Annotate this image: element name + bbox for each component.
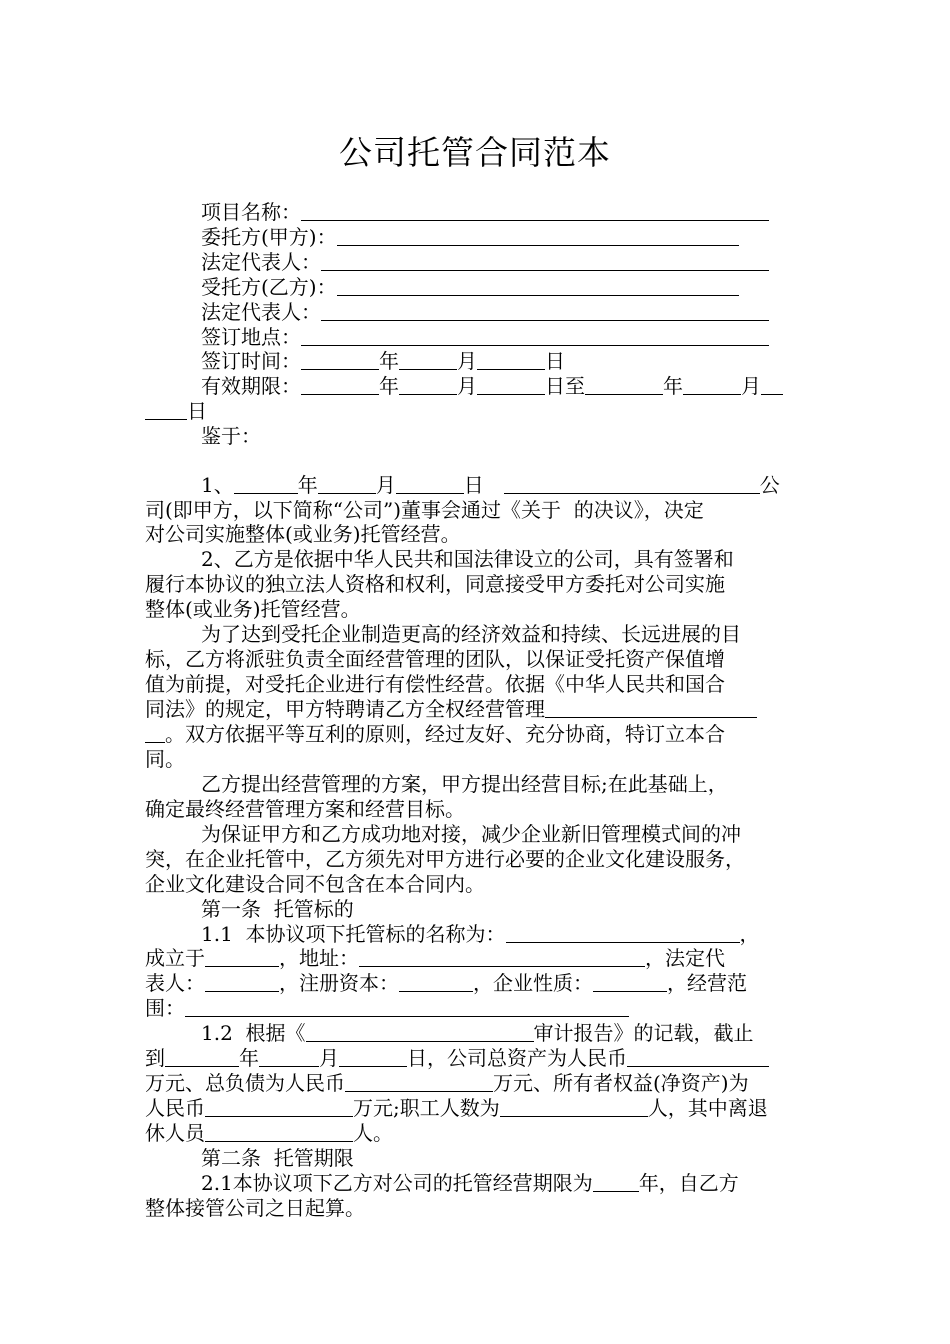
article-2-1-line xyxy=(201,1171,739,1195)
article-1-1-line xyxy=(145,946,725,970)
para-3-line xyxy=(145,722,725,746)
blank-underline xyxy=(185,997,629,1017)
blank-underline xyxy=(321,301,769,321)
clause-1-line: 司(即甲方，以下简称“公司”)董事会通过《关于 的决议》，决定 xyxy=(145,498,704,522)
para-5-line: 为保证甲方和乙方成功地对接，减少企业新旧管理模式间的冲 xyxy=(201,822,741,846)
text-fragment: ， xyxy=(739,922,760,946)
para-3-line: 标，乙方将派驻负责全面经营管理的团队，以保证受托资产保值增 xyxy=(145,647,725,671)
para-4-line: 确定最终经营管理方案和经营目标。 xyxy=(145,797,465,821)
blank-underline xyxy=(339,1047,407,1067)
blank-underline xyxy=(399,375,457,395)
field-party-b xyxy=(201,275,739,299)
blank-underline xyxy=(545,698,757,718)
field-project-name xyxy=(201,200,769,224)
text-fragment: 2.1本协议项下乙方对公司的托管经营期限为 xyxy=(201,1171,593,1195)
text-fragment: 日，公司总资产为人民币 xyxy=(407,1046,627,1070)
blank-underline xyxy=(506,923,740,943)
article-1-2-line xyxy=(145,1121,393,1145)
year-label: 年 xyxy=(379,374,399,398)
text-fragment: ，经营范 xyxy=(667,971,747,995)
blank-underline xyxy=(145,400,187,420)
blank-underline xyxy=(683,375,741,395)
year-label: 年 xyxy=(297,473,318,497)
article-1-2-line xyxy=(201,1021,754,1045)
blank-underline xyxy=(165,1047,239,1067)
blank-underline xyxy=(321,251,769,271)
blank-underline xyxy=(145,723,165,743)
field-label: 受托方(乙方)： xyxy=(201,275,337,299)
blank-underline xyxy=(399,350,457,370)
field-legal-rep-b xyxy=(201,300,769,324)
text-fragment: 同法》的规定，甲方特聘请乙方全权经营管理 xyxy=(145,697,545,721)
blank-underline xyxy=(399,972,473,992)
day-label: 日 xyxy=(187,399,207,423)
clause-2-line: 整体(或业务)托管经营。 xyxy=(145,597,361,621)
blank-underline xyxy=(627,1047,769,1067)
blank-underline xyxy=(337,276,739,296)
blank-underline xyxy=(345,1072,493,1092)
blank-underline xyxy=(500,1097,648,1117)
field-label: 项目名称： xyxy=(201,200,301,224)
text-fragment: 人，其中离退 xyxy=(647,1096,768,1120)
text-fragment: 围： xyxy=(145,996,185,1020)
text-fragment: 月 xyxy=(319,1046,339,1070)
article-1-heading: 第一条 托管标的 xyxy=(201,897,354,921)
article-1-1-line xyxy=(145,996,629,1020)
blank-underline xyxy=(205,1122,353,1142)
month-label: 月 xyxy=(375,473,396,497)
text-fragment: 公 xyxy=(759,473,780,497)
document-title: 公司托管合同范本 xyxy=(339,133,611,172)
article-1-1-line xyxy=(145,971,747,995)
text-fragment: 人。 xyxy=(353,1121,393,1145)
text-fragment: 年 xyxy=(239,1046,259,1070)
blank-underline xyxy=(301,201,769,221)
para-3-line: 同。 xyxy=(145,747,185,771)
blank-underline xyxy=(504,474,760,494)
field-legal-rep-a xyxy=(201,250,769,274)
text-fragment: 成立于 xyxy=(145,946,205,970)
para-3-line xyxy=(145,697,757,721)
day-to-label: 日至 xyxy=(545,374,585,398)
article-2-heading: 第二条 托管期限 xyxy=(201,1146,354,1170)
month-label: 月 xyxy=(741,374,761,398)
blank-underline xyxy=(259,1047,319,1067)
month-label: 月 xyxy=(457,374,477,398)
blank-underline xyxy=(593,1172,639,1192)
para-5-line: 企业文化建设合同不包含在本合同内。 xyxy=(145,872,485,896)
text-fragment: ，地址： xyxy=(279,946,359,970)
field-label: 签订时间： xyxy=(201,349,301,373)
text-fragment: 年，自乙方 xyxy=(638,1171,739,1195)
clause-2-line: 履行本协议的独立法人资格和权利，同意接受甲方委托对公司实施 xyxy=(145,572,725,596)
blank-underline xyxy=(234,474,298,494)
text-fragment: 表人： xyxy=(145,971,205,995)
month-label: 月 xyxy=(457,349,477,373)
text-fragment: ，法定代 xyxy=(645,946,725,970)
text-fragment: 审计报告》的记载，截止 xyxy=(533,1021,754,1045)
article-2-1-line: 整体接管公司之日起算。 xyxy=(145,1196,365,1220)
field-valid-period-cont xyxy=(145,399,207,423)
clause-1-line: 对公司实施整体(或业务)托管经营。 xyxy=(145,522,461,546)
day-label: 日 xyxy=(545,349,565,373)
article-1-2-line xyxy=(145,1046,769,1070)
field-sign-place xyxy=(201,325,769,349)
clause-1-line xyxy=(201,473,780,497)
field-sign-time xyxy=(201,349,565,373)
blank-underline xyxy=(301,326,769,346)
year-label: 年 xyxy=(663,374,683,398)
day-label: 日 xyxy=(463,473,484,497)
blank-underline xyxy=(477,375,545,395)
field-label: 法定代表人： xyxy=(201,250,321,274)
field-label: 委托方(甲方)： xyxy=(201,225,337,249)
whereas-heading: 鉴于： xyxy=(201,424,261,448)
text-fragment: 到 xyxy=(145,1046,165,1070)
field-label: 有效期限： xyxy=(201,374,301,398)
text-fragment: 。双方依据平等互利的原则，经过友好、充分协商，特订立本合 xyxy=(165,722,725,746)
blank-underline xyxy=(306,1022,534,1042)
para-3-line: 值为前提，对受托企业进行有偿性经营。依据《中华人民共和国合 xyxy=(145,672,725,696)
article-1-2-line xyxy=(145,1071,749,1095)
text-fragment: 休人员 xyxy=(145,1121,205,1145)
clause-number: 1、 xyxy=(201,473,234,497)
blank-underline xyxy=(318,474,376,494)
blank-underline xyxy=(301,375,379,395)
text-fragment: 人民币 xyxy=(145,1096,205,1120)
text-fragment: 万元、总负债为人民币 xyxy=(145,1071,345,1095)
blank-underline xyxy=(585,375,663,395)
blank-underline xyxy=(301,350,379,370)
blank-underline xyxy=(359,947,645,967)
clause-2-line: 2、乙方是依据中华人民共和国法律设立的公司，具有签署和 xyxy=(201,547,734,571)
blank-underline xyxy=(205,1097,353,1117)
para-4-line: 乙方提出经营管理的方案，甲方提出经营目标;在此基础上， xyxy=(201,772,728,796)
text-fragment: 万元、所有者权益(净资产)为 xyxy=(493,1071,749,1095)
blank-underline xyxy=(761,375,783,395)
blank-underline xyxy=(593,972,667,992)
blank-underline xyxy=(477,350,545,370)
article-1-2-line xyxy=(145,1096,768,1120)
para-3-line: 为了达到受托企业制造更高的经济效益和持续、长远进展的目 xyxy=(201,622,741,646)
year-label: 年 xyxy=(379,349,399,373)
field-label: 法定代表人： xyxy=(201,300,321,324)
text-fragment: 1.2 根据《 xyxy=(201,1021,306,1045)
article-1-1-line xyxy=(201,922,760,946)
field-label: 签订地点： xyxy=(201,325,301,349)
text-fragment: ，企业性质： xyxy=(473,971,593,995)
blank-underline xyxy=(205,947,279,967)
blank-underline xyxy=(337,226,739,246)
blank-underline xyxy=(205,972,279,992)
field-party-a xyxy=(201,225,739,249)
field-valid-period xyxy=(201,374,783,398)
para-5-line: 突，在企业托管中，乙方须先对甲方进行必要的企业文化建设服务， xyxy=(145,847,745,871)
text-fragment: ，注册资本： xyxy=(279,971,399,995)
text-fragment: 万元;职工人数为 xyxy=(353,1096,500,1120)
text-fragment: 1.1 本协议项下托管标的名称为： xyxy=(201,922,506,946)
blank-underline xyxy=(396,474,464,494)
